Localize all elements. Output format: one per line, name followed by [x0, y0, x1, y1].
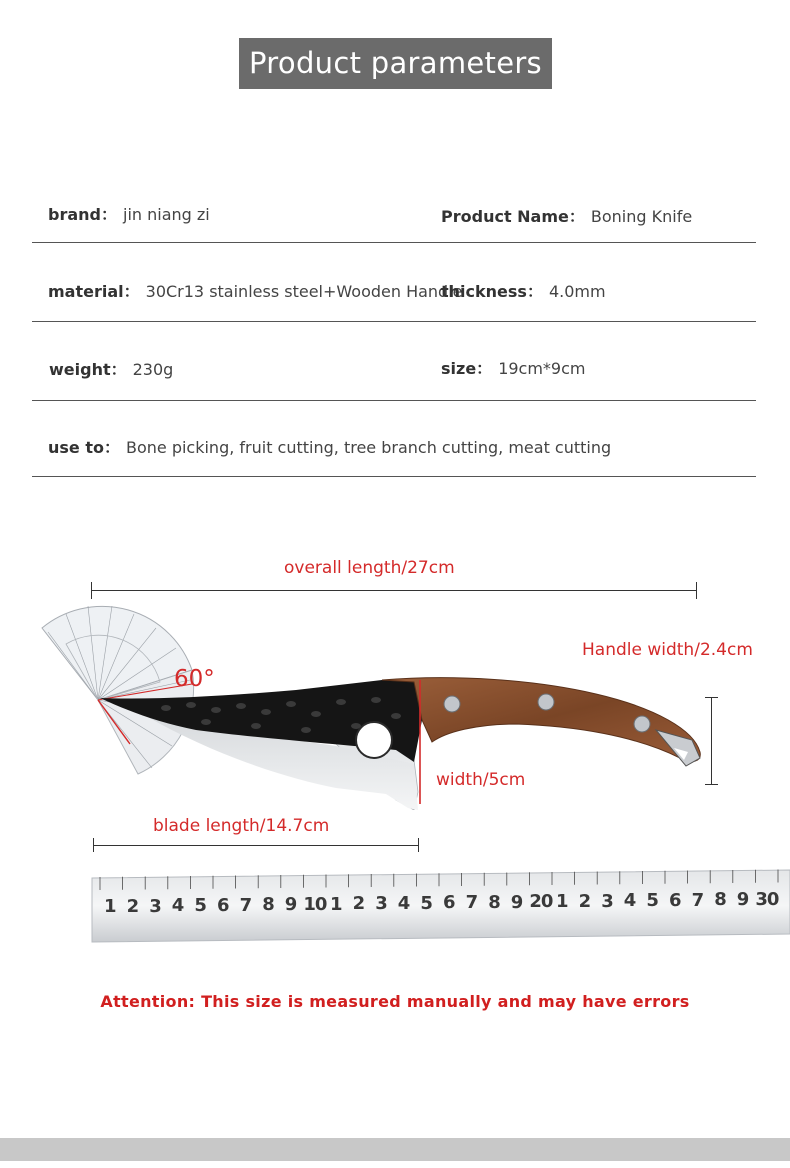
- param-label: thickness：: [441, 282, 543, 301]
- page-title: Product parameters: [239, 38, 552, 89]
- param-brand: [48, 202, 210, 225]
- angle-label: 60°: [174, 666, 215, 692]
- param-value: 30Cr13 stainless steel+Wooden Handle: [145, 282, 463, 301]
- ruler-number: 30: [755, 888, 779, 910]
- row-divider: [32, 321, 756, 322]
- param-size: [441, 356, 586, 379]
- ruler-number: 4: [397, 892, 410, 914]
- ruler-number: 2: [352, 893, 365, 915]
- ruler-number: 7: [465, 892, 478, 913]
- param-value: Bone picking, fruit cutting, tree branch cutting, meat cutting: [125, 438, 612, 457]
- ruler-number: 6: [217, 894, 229, 916]
- ruler-number: 5: [646, 890, 658, 911]
- ruler-number: 6: [669, 889, 681, 911]
- ruler-number: 9: [284, 894, 297, 915]
- ruler-number: 2: [126, 895, 139, 917]
- ruler-number: 1: [330, 893, 342, 915]
- ruler-number: 8: [262, 894, 274, 916]
- param-value: Boning Knife: [590, 207, 693, 226]
- ruler-number: 8: [488, 891, 500, 913]
- param-label: material：: [48, 282, 140, 301]
- ruler-number: 20: [529, 891, 553, 913]
- blade-length-line: [93, 845, 419, 846]
- param-label: use to：: [48, 438, 120, 457]
- ruler-number: 7: [239, 894, 252, 916]
- param-value: 230g: [132, 360, 174, 379]
- knife-icon: [96, 660, 716, 810]
- overall-length-tick-right: [696, 582, 697, 599]
- param-product-name: [441, 204, 692, 227]
- ruler-numbers: [102, 888, 790, 922]
- ruler-number: 8: [714, 889, 726, 911]
- ruler-number: 1: [556, 891, 568, 912]
- ruler-number: 5: [194, 895, 206, 916]
- param-thickness: [441, 279, 606, 302]
- ruler-number: 9: [736, 889, 749, 910]
- ruler-number: 10: [303, 893, 327, 915]
- ruler-number: 1: [104, 896, 116, 917]
- handle-width-label: Handle width/2.4cm: [582, 640, 753, 660]
- overall-length-line: [91, 590, 697, 591]
- ruler-number: 7: [691, 889, 704, 911]
- ruler-number: 5: [420, 892, 432, 914]
- row-divider: [32, 242, 756, 243]
- param-use-to: [48, 435, 611, 458]
- ruler-number: 4: [171, 895, 184, 917]
- footer-bar: [0, 1138, 790, 1161]
- ruler-number: 3: [149, 895, 161, 917]
- ruler-number: 3: [601, 890, 613, 912]
- param-value: 19cm*9cm: [498, 359, 586, 378]
- param-label: size：: [441, 359, 493, 378]
- param-label: Product Name：: [441, 207, 585, 226]
- row-divider: [32, 400, 756, 401]
- blade-length-label: blade length/14.7cm: [153, 816, 330, 836]
- param-value: jin niang zi: [123, 205, 210, 224]
- ruler-number: 4: [623, 890, 636, 912]
- param-material: [48, 279, 463, 302]
- blade-length-tick-right: [418, 838, 419, 852]
- attention-note: Attention: This size is measured manually and may have errors: [100, 992, 690, 1011]
- ruler-number: 6: [443, 892, 455, 914]
- param-label: brand：: [48, 205, 117, 224]
- width-label: width/5cm: [436, 770, 526, 790]
- param-value: 4.0mm: [548, 282, 606, 301]
- ruler-number: 2: [578, 890, 591, 912]
- blade-length-tick-left: [93, 838, 94, 852]
- row-divider: [32, 476, 756, 477]
- ruler-number: 3: [375, 893, 387, 914]
- param-label: weight：: [49, 360, 127, 379]
- ruler-number: 9: [510, 891, 523, 913]
- param-weight: [49, 357, 173, 380]
- overall-length-label: overall length/27cm: [284, 558, 455, 578]
